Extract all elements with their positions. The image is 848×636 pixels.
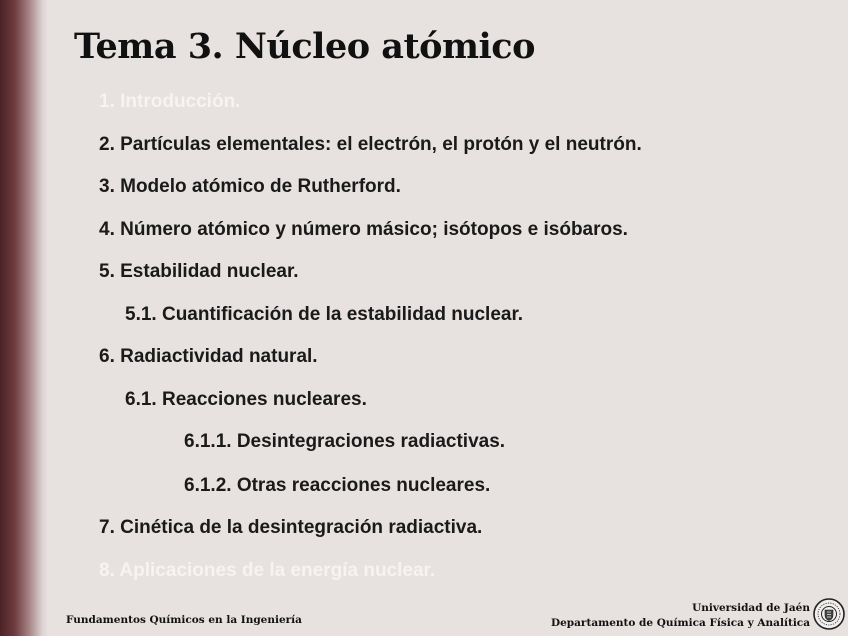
- outline-item-6-1-2: 6.1.2. Otras reacciones nucleares.: [184, 475, 491, 496]
- outline-item-1: 1. Introducción.: [99, 91, 241, 112]
- outline-item-8: 8. Aplicaciones de la energía nuclear.: [99, 560, 436, 581]
- outline-item-7: 7. Cinética de la desintegración radiactiva.: [99, 517, 483, 538]
- outline-item-5-1: 5.1. Cuantificación de la estabilidad nuclear.: [125, 304, 524, 325]
- slide-title: Tema 3. Núcleo atómico: [74, 26, 535, 67]
- outline-item-2: 2. Partículas elementales: el electrón, el protón y el neutrón.: [99, 134, 642, 155]
- outline-item-3: 3. Modelo atómico de Rutherford.: [99, 176, 401, 197]
- footer-course: Fundamentos Químicos en la Ingeniería: [66, 614, 302, 626]
- outline-item-5: 5. Estabilidad nuclear.: [99, 261, 299, 282]
- outline-item-6-1-1: 6.1.1. Desintegraciones radiactivas.: [184, 431, 506, 452]
- footer-university: Universidad de Jaén: [692, 602, 810, 614]
- footer-department: Departamento de Química Física y Analítica: [551, 617, 810, 629]
- outline-item-6-1: 6.1. Reacciones nucleares.: [125, 389, 367, 410]
- university-seal-icon: [813, 598, 845, 630]
- outline-item-6: 6. Radiactividad natural.: [99, 346, 318, 367]
- outline-item-4: 4. Número atómico y número másico; isótopos e isóbaros.: [99, 219, 628, 240]
- footer-institution: [551, 601, 810, 631]
